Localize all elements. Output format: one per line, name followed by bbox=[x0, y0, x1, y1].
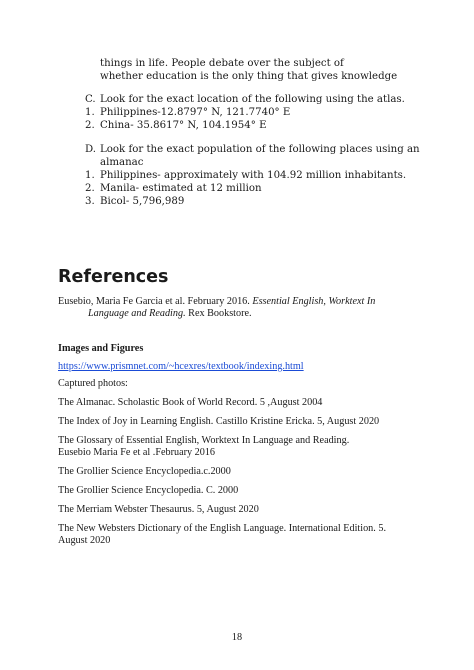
captured-entry-line: The Grollier Science Encyclopedia. C. 2000 bbox=[58, 485, 239, 496]
captured-entry-line: Eusebio Maria Fe et al .February 2016 bbox=[58, 447, 216, 458]
section-c-label: C. bbox=[85, 94, 96, 105]
reference-entry-line-1 bbox=[58, 296, 428, 308]
list-item-label: 1. bbox=[85, 170, 95, 181]
captured-entry bbox=[58, 504, 259, 516]
section-c-text: Look for the exact location of the following using the atlas. bbox=[100, 94, 405, 105]
list-item-label: 3. bbox=[85, 196, 95, 207]
reference-title-part-2: Language and Reading. bbox=[88, 308, 186, 319]
list-item-text: Philippines- approximately with 104.92 million inhabitants. bbox=[100, 170, 407, 181]
list-item-text: China- 35.8617° N, 104.1954° E bbox=[100, 120, 267, 131]
list-item-text: Bicol- 5,796,989 bbox=[100, 196, 185, 207]
reference-authors: Eusebio, Maria Fe Garcia et al. February 2016. bbox=[58, 296, 250, 307]
captured-entry bbox=[58, 523, 386, 547]
page-number: 18 bbox=[231, 632, 243, 643]
captured-photos-label: Captured photos: bbox=[58, 378, 128, 389]
section-d-text-line-1: Look for the exact population of the following places using an bbox=[100, 144, 420, 155]
reference-title-part-1: Essential English, Worktext In bbox=[252, 296, 376, 307]
captured-entry bbox=[58, 485, 238, 497]
reference-entry-line-2 bbox=[58, 308, 428, 320]
references-heading: References bbox=[58, 267, 169, 287]
captured-entry bbox=[58, 435, 349, 459]
captured-entry bbox=[58, 397, 322, 409]
intro-line-2: whether education is the only thing that gives knowledge bbox=[100, 71, 398, 82]
reference-publisher: Rex Bookstore. bbox=[188, 308, 252, 319]
captured-entry-line: The Almanac. Scholastic Book of World Record. 5 ,August 2004 bbox=[58, 397, 323, 408]
captured-entry-line: The Grollier Science Encyclopedia.c.2000 bbox=[58, 466, 231, 477]
source-link[interactable]: https://www.prismnet.com/~hcexres/textbook/indexing.html bbox=[58, 361, 304, 372]
captured-entry bbox=[58, 466, 231, 478]
intro-line-1: things in life. People debate over the subject of bbox=[100, 58, 344, 69]
captured-entry-line: The Merriam Webster Thesaurus. 5, August 2020 bbox=[58, 504, 259, 515]
reference-entry bbox=[58, 296, 428, 320]
captured-entry-line: The Index of Joy in Learning English. Castillo Kristine Ericka. 5, August 2020 bbox=[58, 416, 380, 427]
list-item-text: Philippines-12.8797° N, 121.7740° E bbox=[100, 107, 291, 118]
list-item-text: Manila- estimated at 12 million bbox=[100, 183, 262, 194]
captured-entry-line: The Glossary of Essential English, Worktext In Language and Reading. bbox=[58, 435, 350, 446]
section-d-label: D. bbox=[85, 144, 97, 155]
list-item-label: 1. bbox=[85, 107, 95, 118]
captured-entry-line: August 2020 bbox=[58, 535, 111, 546]
list-item-label: 2. bbox=[85, 183, 95, 194]
captured-entry-line: The New Websters Dictionary of the English Language. International Edition. 5. bbox=[58, 523, 387, 534]
list-item-label: 2. bbox=[85, 120, 95, 131]
captured-entry bbox=[58, 416, 379, 428]
section-d-text-line-2: almanac bbox=[100, 157, 144, 168]
images-figures-heading: Images and Figures bbox=[58, 343, 144, 354]
